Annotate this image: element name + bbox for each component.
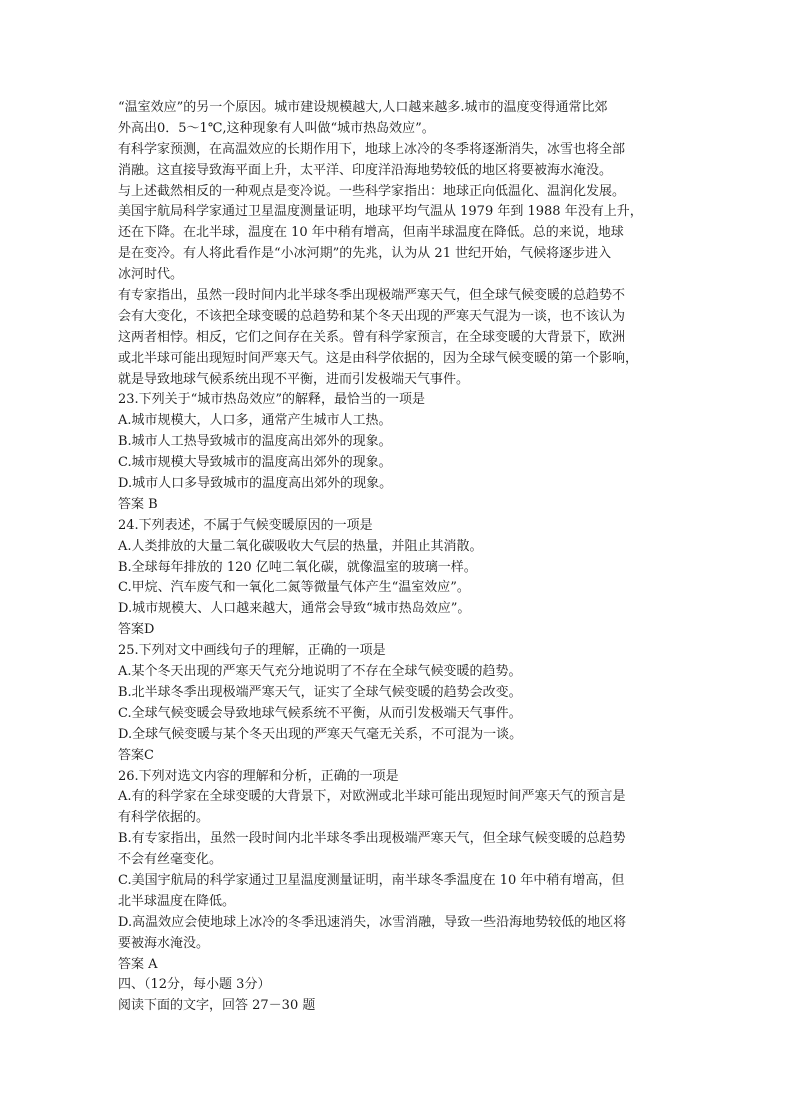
question-stem: 23.下列关于“城市热岛效应”的解释，最恰当的一项是: [118, 392, 425, 408]
answer-option: A.城市规模大，人口多，通常产生城市人工热。: [118, 413, 392, 429]
document-page: [118, 98, 674, 1017]
question-stem: 26.下列对选文内容的理解和分析，正确的一项是: [118, 768, 399, 784]
passage-line: 是在变冷。有人将此看作是“小冰河期”的先兆，认为从 21 世纪开始，气候将逐步进入: [118, 246, 612, 262]
question-26: [118, 767, 674, 976]
answer-key: 答案 A: [118, 956, 158, 972]
answer-option: A.某个冬天出现的严寒天气充分地说明了不存在全球气候变暖的趋势。: [118, 664, 522, 680]
question-stem: 25.下列对文中画线句子的理解，正确的一项是: [118, 643, 386, 659]
passage-line: 就是导致地球气候系统出现不平衡，进而引发极端天气事件。: [118, 371, 470, 387]
section-four: [118, 975, 674, 1017]
answer-option: D.城市人口多导致城市的温度高出郊外的现象。: [118, 476, 393, 492]
answer-key: 答案D: [118, 622, 155, 638]
passage-line: 还在下降。在北半球，温度在 10 年中稍有增高，但南半球温度在降低。总的来说，地球: [118, 225, 624, 241]
answer-option: C.全球气候变暖会导致地球气候系统不平衡，从而引发极端天气事件。: [118, 705, 522, 721]
answer-option: D.高温效应会使地球上冰冷的冬季迅速消失，冰雪消融，导致一些沿海地势较低的地区将: [118, 914, 627, 930]
passage-line: 外高出0．5～1℃,这种现象有人叫做“城市热岛效应”。: [118, 120, 435, 136]
answer-key: 答案 B: [118, 496, 158, 512]
answer-option-continued: 北半球温度在降低。: [118, 893, 236, 909]
section-heading: 四、（12分，每小题 3分）: [118, 977, 271, 993]
answer-option: A.有的科学家在全球变暖的大背景下，对欧洲或北半球可能出现短时间严寒天气的预言是: [118, 789, 626, 805]
answer-option: D.全球气候变暖与某个冬天出现的严寒天气毫无关系，不可混为一谈。: [118, 726, 523, 742]
passage-line: 冰河时代。: [118, 267, 184, 283]
answer-option-continued: 有科学依据的。: [118, 810, 210, 826]
answer-option: B.有专家指出，虽然一段时间内北半球冬季出现极端严寒天气，但全球气候变暖的总趋势: [118, 831, 626, 847]
answer-option-continued: 要被海水淹没。: [118, 935, 210, 951]
question-23: [118, 390, 674, 515]
answer-option: B.北半球冬季出现极端严寒天气，证实了全球气候变暖的趋势会改变。: [118, 684, 522, 700]
passage: [118, 98, 674, 390]
answer-option-continued: 不会有丝毫变化。: [118, 852, 223, 868]
answer-option: B.全球每年排放的 120 亿吨二氧化碳，就像温室的玻璃一样。: [118, 559, 477, 575]
answer-option: C.城市规模大导致城市的温度高出郊外的现象。: [118, 455, 392, 471]
passage-line: 与上述截然相反的一种观点是变冷说。一些科学家指出：地球正向低温化、温润化发展。: [118, 183, 626, 199]
question-25: [118, 641, 674, 766]
question-24: [118, 516, 674, 641]
section-instruction: 阅读下面的文字，回答 27－30 题: [118, 998, 316, 1014]
passage-line: 有专家指出，虽然一段时间内北半球冬季出现极端严寒天气，但全球气候变暖的总趋势不: [118, 288, 626, 304]
answer-option: C.甲烷、汽车废气和一氧化二氮等微量气体产生“温室效应”。: [118, 580, 470, 596]
passage-line: 有科学家预测，在高温效应的长期作用下，地球上冰冷的冬季将逐渐消失，冰雪也将全部: [118, 141, 626, 157]
answer-key: 答案C: [118, 747, 154, 763]
passage-line: 这两者相悖。相反，它们之间存在关系。曾有科学家预言，在全球变暖的大背景下，欧洲: [118, 329, 626, 345]
passage-line: 会有大变化，不该把全球变暖的总趋势和某个冬天出现的严寒天气混为一谈，也不该认为: [118, 308, 626, 324]
passage-line: 或北半球可能出现短时间严寒天气。这是由科学依据的，因为全球气候变暖的第一个影响，: [118, 350, 639, 366]
answer-option: D.城市规模大、人口越来越大，通常会导致“城市热岛效应”。: [118, 601, 471, 617]
answer-option: A.人类排放的大量二氧化碳吸收大气层的热量，并阻止其消散。: [118, 538, 483, 554]
passage-line: “温室效应”的另一个原因。城市建设规模越大,人口越来越多.城市的温度变得通常比郊: [118, 100, 608, 115]
answer-option: B.城市人工热导致城市的温度高出郊外的现象。: [118, 434, 392, 450]
passage-line: 消融。这直接导致海平面上升，太平洋、印度洋沿海地势较低的地区将要被海水淹没。: [118, 162, 613, 178]
answer-option: C.美国宇航局的科学家通过卫星温度测量证明，南半球冬季温度在 10 年中稍有增高，但: [118, 872, 625, 888]
passage-line: 美国宇航局科学家通过卫星温度测量证明，地球平均气温从 1979 年到 1988 年没有上升，: [118, 204, 643, 220]
question-stem: 24.下列表述，不属于气候变暖原因的一项是: [118, 517, 373, 533]
